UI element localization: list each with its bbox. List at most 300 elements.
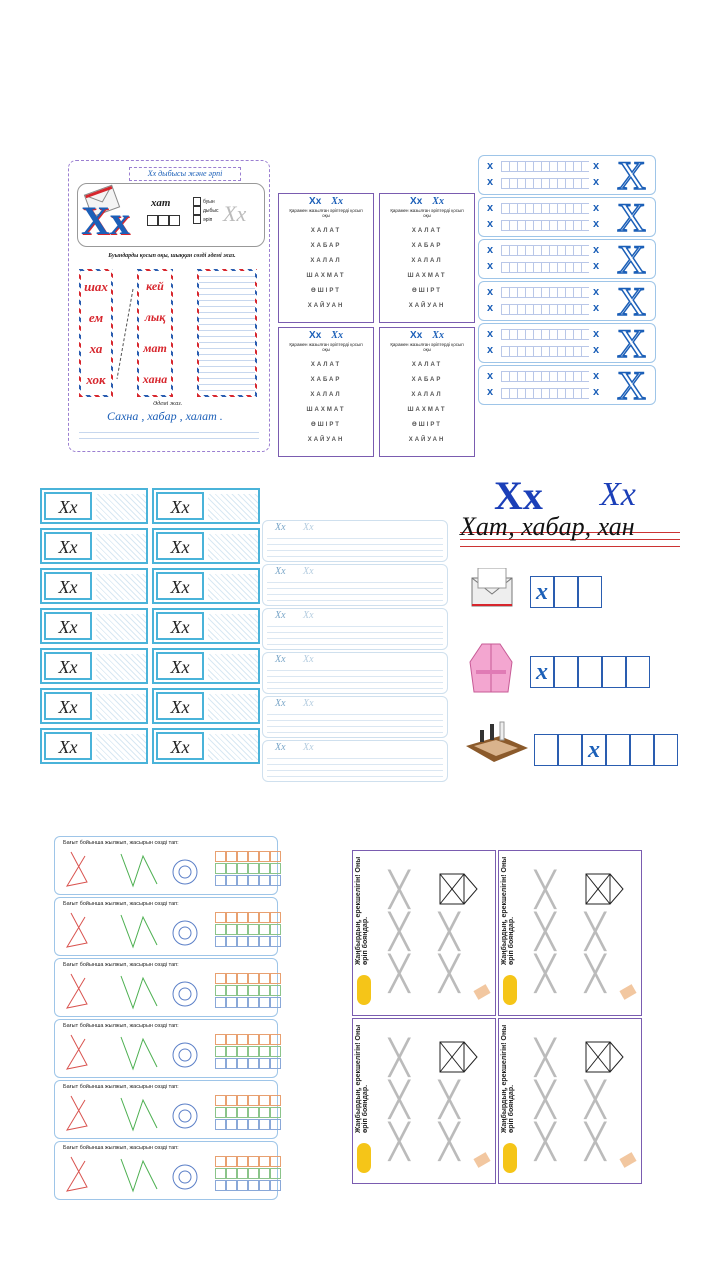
answer-cell [270,863,281,874]
pattern-row [478,321,656,366]
answer-cell [237,863,248,874]
answer-cells [215,851,281,862]
legend: буын дыбыс әріп [193,197,223,224]
pattern-strip [501,262,589,273]
card-letter: Хх [410,330,423,341]
answer-cell [248,1107,259,1118]
letter-path-diagram [59,848,209,894]
answer-cell [248,912,259,923]
practice-row [40,648,148,684]
answer-cell [259,851,270,862]
answer-cell [215,997,226,1008]
syllable: хок [86,371,106,387]
dotted-x: ╳ [389,912,410,952]
card-title: Бағыт бойынша жылжып, жасырын сөзді тап: [63,840,179,846]
answer-cell [270,851,281,862]
practice-row [40,488,148,524]
letter-row: ХАЛАТ [310,228,342,234]
answer-cell [226,1058,237,1069]
faded-letter: Хх [275,654,286,665]
letter-row: ӨШІРТ [311,422,341,428]
pattern-row [478,153,656,198]
pattern-strip [501,203,589,214]
card-script-letter: Хх [331,196,343,207]
faded-letter: Хх [303,610,314,621]
answer-cell [226,1034,237,1045]
dotted-x: ╳ [439,1080,460,1120]
answer-cell [237,1058,248,1069]
dotted-x: ╳ [389,1038,410,1078]
big-outline-letter: X [617,321,646,366]
hidden-word-card [54,836,278,895]
writing-lines [267,621,443,647]
big-outline-letter: X [617,153,646,198]
pencil-icon [473,984,490,1000]
faded-letter: Хх [275,522,286,533]
faded-letter: Хх [303,698,314,709]
card-heading [279,196,373,207]
answer-cell [259,912,270,923]
instruction: Буындарды қосып оқы, шыққан сөзді әдемі жаз. [108,253,236,259]
answer-cell [259,1168,270,1179]
practice-row [152,608,260,644]
card-heading [380,330,474,341]
writing-lines [208,694,258,720]
writing-lines [96,614,146,640]
reading-card [278,327,374,457]
practice-row [152,648,260,684]
pattern-strip [501,304,589,315]
script-sample: Хх [44,492,92,520]
sticker-icon [503,975,517,1005]
writing-column [197,269,257,397]
answer-cell [215,1046,226,1057]
reading-card [278,193,374,323]
tracing-card [352,1018,496,1184]
script-sample: Хх [44,692,92,720]
answer-cell [270,1058,281,1069]
pencil-icon [473,1152,490,1168]
vertical-instruction: Жаңбырдың, ерекшелігін! Оны өріп бояндар. [501,1024,515,1133]
writing-lines [96,574,146,600]
answer-cell [215,851,226,862]
dotted-x: ╳ [585,1122,606,1162]
answer-cells [215,1180,281,1191]
answer-cell [248,1046,259,1057]
pencil-icon [619,1152,636,1168]
answer-cells [215,1034,281,1045]
row-letter: x [487,370,494,382]
letter-row: ХАЛАЛ [310,258,342,264]
answer-cells [215,924,281,935]
letter-row: ХАЙУАН [408,303,446,309]
script-sample: Хх [156,532,204,560]
bathrobe-icon [466,642,516,696]
vertical-instruction: Жаңбырдың, ерекшелігін! Оны өріп бояндар. [501,856,515,965]
letter-row: ХАЛАТ [310,362,342,368]
card-letter: Хх [309,196,322,207]
pattern-strip [501,346,589,357]
letter-row: ХАЛАЛ [310,392,342,398]
answer-cells [215,1168,281,1179]
envelope-shape [439,1041,475,1075]
tracing-card [498,850,642,1016]
answer-cell [226,1107,237,1118]
answer-cell [237,1156,248,1167]
script-sample: Хх [156,692,204,720]
syllable: ем [88,309,104,325]
letter-row: ӨШІРТ [412,422,442,428]
tracing-card [498,1018,642,1184]
answer-cells-1: х [530,576,602,608]
words: Хат, хабар, хан [460,512,635,541]
answer-cell [226,1180,237,1191]
answer-cell [270,1119,281,1130]
big-outline-letter: X [617,195,646,240]
hidden-word-card [54,1141,278,1200]
letter-row: ХАЙУАН [307,437,345,443]
row-letter: x [487,176,494,188]
pencil-icon [619,984,636,1000]
big-outline-letter: X [617,237,646,282]
answer-cell [215,1107,226,1118]
right-column [137,269,173,397]
answer-cell [248,851,259,862]
answer-cell [226,1095,237,1106]
card-title: Бағыт бойынша жылжып, жасырын сөзді тап: [63,901,179,907]
answer-cells [215,1095,281,1106]
letter-row: ХАБАР [310,243,342,249]
worksheet-tracing [352,850,642,1186]
answer-cells [215,863,281,874]
answer-cell [237,1095,248,1106]
answer-cell [237,1168,248,1179]
answer-cell [248,985,259,996]
sticker-icon [357,975,371,1005]
answer-cell [237,1180,248,1191]
practice-row [152,568,260,604]
script-sample: Хх [156,492,204,520]
vertical-instruction: Жаңбырдың, ерекшелігін! Оны өріп бояндар. [355,1024,369,1133]
answer-cell [248,1095,259,1106]
row-letter: x [487,260,494,272]
sentence: Сахна , хабар , халат . [107,409,223,423]
writing-lines [208,654,258,680]
card-script-letter: Хх [432,196,444,207]
letter-path-diagram [59,1092,209,1138]
card-heading [279,330,373,341]
letter-row: ХАБАР [411,243,443,249]
answer-cell [226,1168,237,1179]
answer-cell [237,875,248,886]
answer-cell [270,1095,281,1106]
writing-lines [208,614,258,640]
letter-row: ХАЛАТ [411,362,443,368]
answer-cell [215,1180,226,1191]
letter-row: ӨШІРТ [412,288,442,294]
letter-row: ХАЛАТ [411,228,443,234]
row-letter: x [593,344,600,356]
answer-cell [215,936,226,947]
card-letter: Хх [410,196,423,207]
sentence-lines [79,427,259,443]
row-letter: x [487,328,494,340]
dotted-x: ╳ [585,954,606,994]
pattern-strip [501,245,589,256]
letter-row: ХАЛАЛ [411,392,443,398]
pattern-strip [501,161,589,172]
row-letter: x [593,386,600,398]
script-sample: Хх [156,612,204,640]
answer-cell [226,1119,237,1130]
pattern-strip [501,178,589,189]
answer-cell [215,1168,226,1179]
dotted-x: ╳ [585,912,606,952]
answer-cell [270,1156,281,1167]
letter-row: ХАЙУАН [408,437,446,443]
letter-row: ШАХМАТ [306,273,346,279]
answer-cells-2: х [530,656,650,688]
answer-cell [270,973,281,984]
row-letter: x [593,244,600,256]
script-sample: Хх [44,732,92,760]
pattern-row [478,237,656,282]
answer-cell [248,1119,259,1130]
answer-cell [259,1058,270,1069]
script-sample: Хх [156,572,204,600]
tracing-card [352,850,496,1016]
answer-cells [215,875,281,886]
card-title: Бағыт бойынша жылжып, жасырын сөзді тап: [63,1023,179,1029]
dotted-x: ╳ [389,1080,410,1120]
answer-cell [270,1034,281,1045]
card-title: Бағыт бойынша жылжып, жасырын сөзді тап: [63,1145,179,1151]
answer-cell [237,936,248,947]
practice-row [40,568,148,604]
dotted-x: ╳ [389,954,410,994]
answer-cell [259,875,270,886]
answer-cells [215,912,281,923]
worksheet-hidden-word [54,836,280,1202]
faded-row [262,564,448,606]
row-letter: x [487,286,494,298]
writing-lines [208,534,258,560]
answer-cells [215,936,281,947]
answer-cell [248,1156,259,1167]
row-letter: x [593,202,600,214]
card-heading [380,196,474,207]
script-letter: Хх [223,201,247,226]
pattern-strip [501,329,589,340]
answer-cell [226,997,237,1008]
answer-cell [237,924,248,935]
dotted-x: ╳ [535,1080,556,1120]
worksheet-read-letters [275,190,475,458]
letter-path-diagram [59,1153,209,1199]
practice-row [152,528,260,564]
answer-cell [226,924,237,935]
letter-row: ШАХМАТ [407,407,447,413]
letter-path-diagram [59,970,209,1016]
answer-cell [259,1034,270,1045]
answer-cells [215,1156,281,1167]
practice-row [152,488,260,524]
answer-cell [226,936,237,947]
pattern-strip [501,220,589,231]
row-letter: x [593,176,600,188]
envelope-shape [439,873,475,907]
answer-cell [259,924,270,935]
answer-cell [215,985,226,996]
answer-cell [259,1156,270,1167]
writing-lines [267,665,443,691]
practice-row [40,688,148,724]
answer-cell [248,875,259,886]
pattern-row [478,279,656,324]
answer-cell [215,924,226,935]
answer-cell [248,1180,259,1191]
syllable: хана [142,372,168,386]
script-sample: Хх [44,572,92,600]
answer-cells [215,1058,281,1069]
pattern-strip [501,371,589,382]
answer-cell [259,1046,270,1057]
writing-lines [96,694,146,720]
hidden-word-card [54,897,278,956]
dotted-x: ╳ [535,954,556,994]
script-sample: Хх [44,652,92,680]
card-instruction: Қарамен жазылған әріптерді қосып оқы [390,342,464,352]
dotted-x: ╳ [535,1122,556,1162]
card-instruction: Қарамен жазылған әріптерді қосып оқы [390,208,464,218]
answer-cell [248,936,259,947]
answer-cell [270,936,281,947]
row-letter: x [593,328,600,340]
faded-letter: Хх [275,610,286,621]
faded-row [262,652,448,694]
row-letter: x [487,244,494,256]
row-letter: x [593,370,600,382]
print-letter: Xx [494,473,543,518]
faded-letter: Хх [303,742,314,753]
answer-cell [259,863,270,874]
faded-letter: Хх [275,566,286,577]
answer-cell [270,924,281,935]
answer-cell [237,973,248,984]
script-letter: Хх [600,476,636,513]
answer-cell [237,1046,248,1057]
answer-cells [215,1046,281,1057]
reading-card [379,327,475,457]
answer-cell [237,851,248,862]
answer-cell [259,1095,270,1106]
dotted-x: ╳ [439,1122,460,1162]
sticker-icon [357,1143,371,1173]
answer-cell [248,1168,259,1179]
answer-cell [215,1034,226,1045]
row-letter: x [487,202,494,214]
answer-cell [270,912,281,923]
answer-cell [226,985,237,996]
card-script-letter: Хх [331,330,343,341]
answer-cell [270,997,281,1008]
answer-cell [215,1119,226,1130]
word-hat: хат [151,197,171,209]
letter-path-diagram [59,909,209,955]
row-letter: x [487,344,494,356]
writing-lines [96,654,146,680]
answer-cell [226,863,237,874]
dotted-x: ╳ [439,912,460,952]
practice-row [40,608,148,644]
caption: Әдемі жаз. [153,401,183,407]
worksheet-letter-intro [68,160,270,452]
answer-cell [270,875,281,886]
answer-cell [215,1156,226,1167]
syllable: кей [146,279,164,293]
practice-row [40,728,148,764]
answer-cells [215,1119,281,1130]
answer-cell [259,973,270,984]
faded-letter: Хх [303,654,314,665]
dotted-x: ╳ [535,912,556,952]
faded-row [262,520,448,562]
sticker-icon [503,1143,517,1173]
writing-lines [267,533,443,559]
vertical-instruction: Жаңбырдың, ерекшелігін! Оны өріп бояндар. [355,856,369,965]
worksheet-script-practice [40,488,262,772]
dotted-x: ╳ [535,870,556,910]
row-letter: x [487,160,494,172]
answer-cell [215,863,226,874]
card-letter: Хх [309,330,322,341]
letter-row: ХАЙУАН [307,303,345,309]
answer-cell [237,997,248,1008]
envelope-icon [470,568,514,608]
row-letter: x [593,302,600,314]
answer-cell [226,875,237,886]
answer-cells [215,973,281,984]
big-outline-letter: X [617,363,646,408]
script-sample: Хх [156,732,204,760]
row-letter: x [593,260,600,272]
worksheet-faded-practice [262,520,450,786]
pattern-strip [501,287,589,298]
letter-row: ХАБАР [411,377,443,383]
practice-row [40,528,148,564]
letter-row: ӨШІРТ [311,288,341,294]
writing-lines [96,734,146,760]
letter-path-diagram [59,1031,209,1077]
writing-lines [96,494,146,520]
answer-cell [237,1107,248,1118]
script-sample: Хх [44,612,92,640]
writing-lines [96,534,146,560]
answer-cell [237,1119,248,1130]
word-cells [147,215,180,226]
letter-row: ХАЛАЛ [411,258,443,264]
syllable: лық [144,310,166,324]
practice-row [152,728,260,764]
row-letter: x [593,160,600,172]
answer-cell [226,973,237,984]
row-letter: x [593,286,600,298]
practice-row [152,688,260,724]
pattern-row [478,363,656,408]
script-sample: Хх [156,652,204,680]
answer-cell [226,1156,237,1167]
answer-cells-3: х [534,734,678,766]
